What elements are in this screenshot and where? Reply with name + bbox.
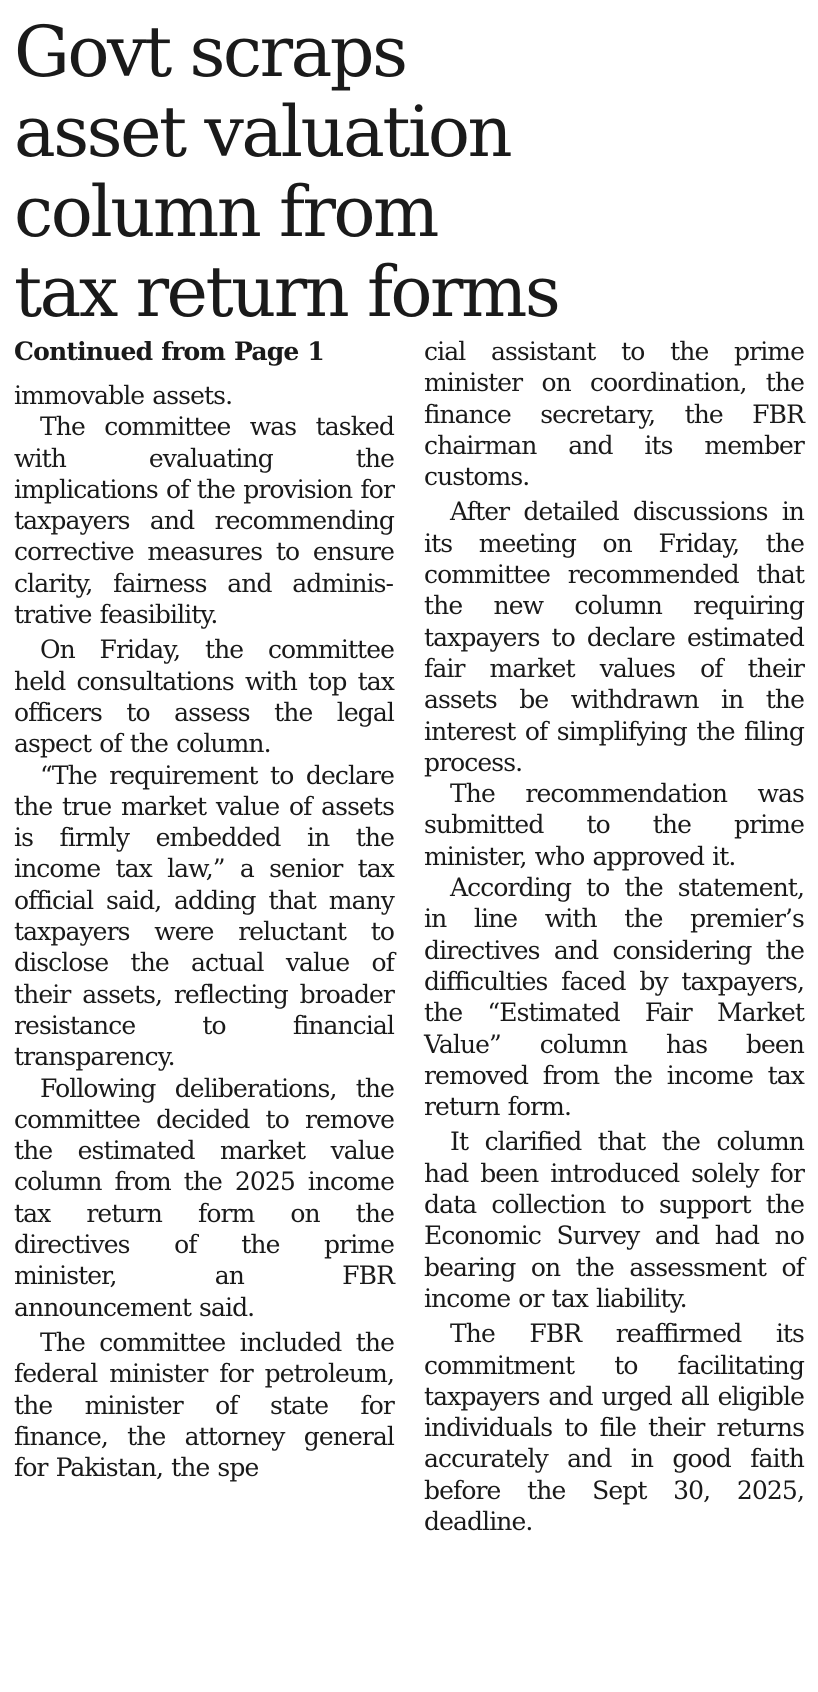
right-column xyxy=(424,336,804,1537)
paragraph: “The requirement to declare the true market value of assets is firmly embedded in the income tax law,” a senior tax official said, adding that many taxpayers were reluctant to disclose the actual value of their assets, reflecting broader resistance to financial transparency. xyxy=(14,760,394,1072)
paragraph: After detailed discussions in its meeting on Friday, the committee recommended that the new column requiring taxpayers to declare estimated fair market values of their assets be withdrawn in the interest of simplifying the filing process. xyxy=(424,497,804,777)
paragraph: Following deliberations, the committee decided to remove the estimated market value column from the 2025 income tax return form on the directives of the prime minister, an FBR announcement said. xyxy=(14,1073,394,1322)
paragraph: cial assistant to the prime minister on coordination, the finance secretary, the FBR chairman and its member customs. xyxy=(424,337,804,492)
paragraph: The committee included the federal minister for petroleum, the minister of state for finance, the attorney general for Pakistan, the spe xyxy=(14,1327,394,1483)
paragraph: The committee was tasked with evaluating the implications of the provision for taxpayers and recommending corrective measures to ensure clarity, fairness and administrative feasibility. xyxy=(14,412,394,630)
paragraph: immovable assets. xyxy=(14,381,233,410)
paragraph: According to the statement, in line with the premier’s directives and considering the difficulties faced by taxpayers, the “Estimated Fair Market Value” column has been removed from the income tax return form. xyxy=(424,873,804,1122)
paragraph: It clarified that the column had been introduced solely for data collection to support the Economic Survey and had no bearing on the assessment of income or tax liability. xyxy=(424,1127,804,1313)
paragraph: The FBR reaffirmed its commitment to facilitating taxpayers and urged all eligible individuals to file their returns accurately and in good faith before the Sept 30, 2025, deadline. xyxy=(424,1319,804,1536)
headline: Govt scraps asset valuation column from tax return forms xyxy=(14,11,559,333)
paragraph: On Friday, the committee held consultations with top tax officers to assess the legal aspect of the column. xyxy=(14,635,394,759)
paragraph: The recommendation was submitted to the prime minister, who approved it. xyxy=(424,779,804,871)
continued-from-label: Continued from Page 1 xyxy=(14,337,325,366)
left-column xyxy=(14,336,394,1483)
